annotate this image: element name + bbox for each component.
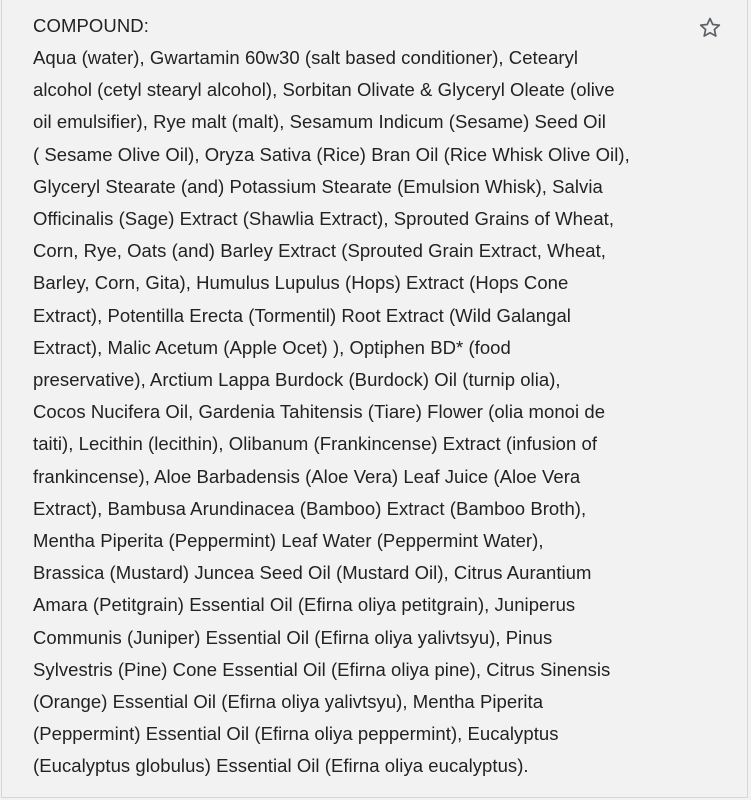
ingredients-line: preservative), Arctium Lappa Burdock (Burdock) Oil (turnip olia),	[33, 369, 561, 391]
ingredients-line: frankincense), Aloe Barbadensis (Aloe Vera) Leaf Juice (Aloe Vera	[33, 465, 581, 487]
ingredients-line: Extract), Malic Acetum (Apple Ocet) ), Optiphen BD* (food	[33, 336, 511, 358]
ingredients-line: alcohol (cetyl stearyl alcohol), Sorbitan Olivate & Glyceryl Oleate (olive	[33, 79, 615, 101]
ingredients-line: Glyceryl Stearate (and) Potassium Stearate (Emulsion Whisk), Salvia	[33, 175, 603, 197]
ingredients-line: Amara (Petitgrain) Essential Oil (Efirna oliya petitgrain), Juniperus	[33, 594, 576, 616]
ingredients-line: Communis (Juniper) Essential Oil (Efirna oliya yalivtsyu), Pinus	[33, 626, 553, 648]
ingredients-line: Cocos Nucifera Oil, Gardenia Tahitensis (Tiare) Flower (olia monoi de	[33, 401, 606, 423]
star-icon[interactable]	[697, 15, 723, 41]
compound-panel	[1, 0, 748, 798]
ingredients-line: Extract), Potentilla Erecta (Tormentil) Root Extract (Wild Galangal	[33, 304, 571, 326]
ingredients-line: taiti), Lecithin (lecithin), Olibanum (Frankincense) Extract (infusion of	[33, 433, 598, 455]
compound-heading: COMPOUND:	[33, 15, 150, 36]
ingredients-line: Corn, Rye, Oats (and) Barley Extract (Sprouted Grain Extract, Wheat,	[33, 240, 606, 262]
ingredients-line: ( Sesame Olive Oil), Oryza Sativa (Rice) Bran Oil (Rice Whisk Olive Oil),	[33, 143, 630, 165]
ingredients-line: Aqua (water), Gwartamin 60w30 (salt based conditioner), Cetearyl	[33, 47, 579, 68]
ingredients-line: (Orange) Essential Oil (Efirna oliya yalivtsyu), Mentha Piperita	[33, 691, 544, 713]
ingredients-line: Barley, Corn, Gita), Humulus Lupulus (Hops) Extract (Hops Cone	[33, 272, 569, 294]
ingredients-line: Extract), Bambusa Arundinacea (Bamboo) Extract (Bamboo Broth),	[33, 497, 587, 519]
ingredients-line: (Peppermint) Essential Oil (Efirna oliya peppermint), Eucalyptus	[33, 723, 559, 745]
ingredients-line: (Eucalyptus globulus) Essential Oil (Efirna oliya eucalyptus).	[33, 755, 529, 777]
ingredients-line: oil emulsifier), Rye malt (malt), Sesamum Indicum (Sesame) Seed Oil	[33, 111, 606, 133]
ingredients-line: Mentha Piperita (Peppermint) Leaf Water (Peppermint Water),	[33, 530, 544, 552]
ingredients-line: Sylvestris (Pine) Cone Essential Oil (Efirna oliya pine), Citrus Sinensis	[33, 658, 611, 680]
ingredients-text	[33, 42, 693, 783]
ingredients-line: Officinalis (Sage) Extract (Shawlia Extract), Sprouted Grains of Wheat,	[33, 208, 615, 230]
ingredients-line: Brassica (Mustard) Juncea Seed Oil (Mustard Oil), Citrus Aurantium	[33, 562, 592, 584]
